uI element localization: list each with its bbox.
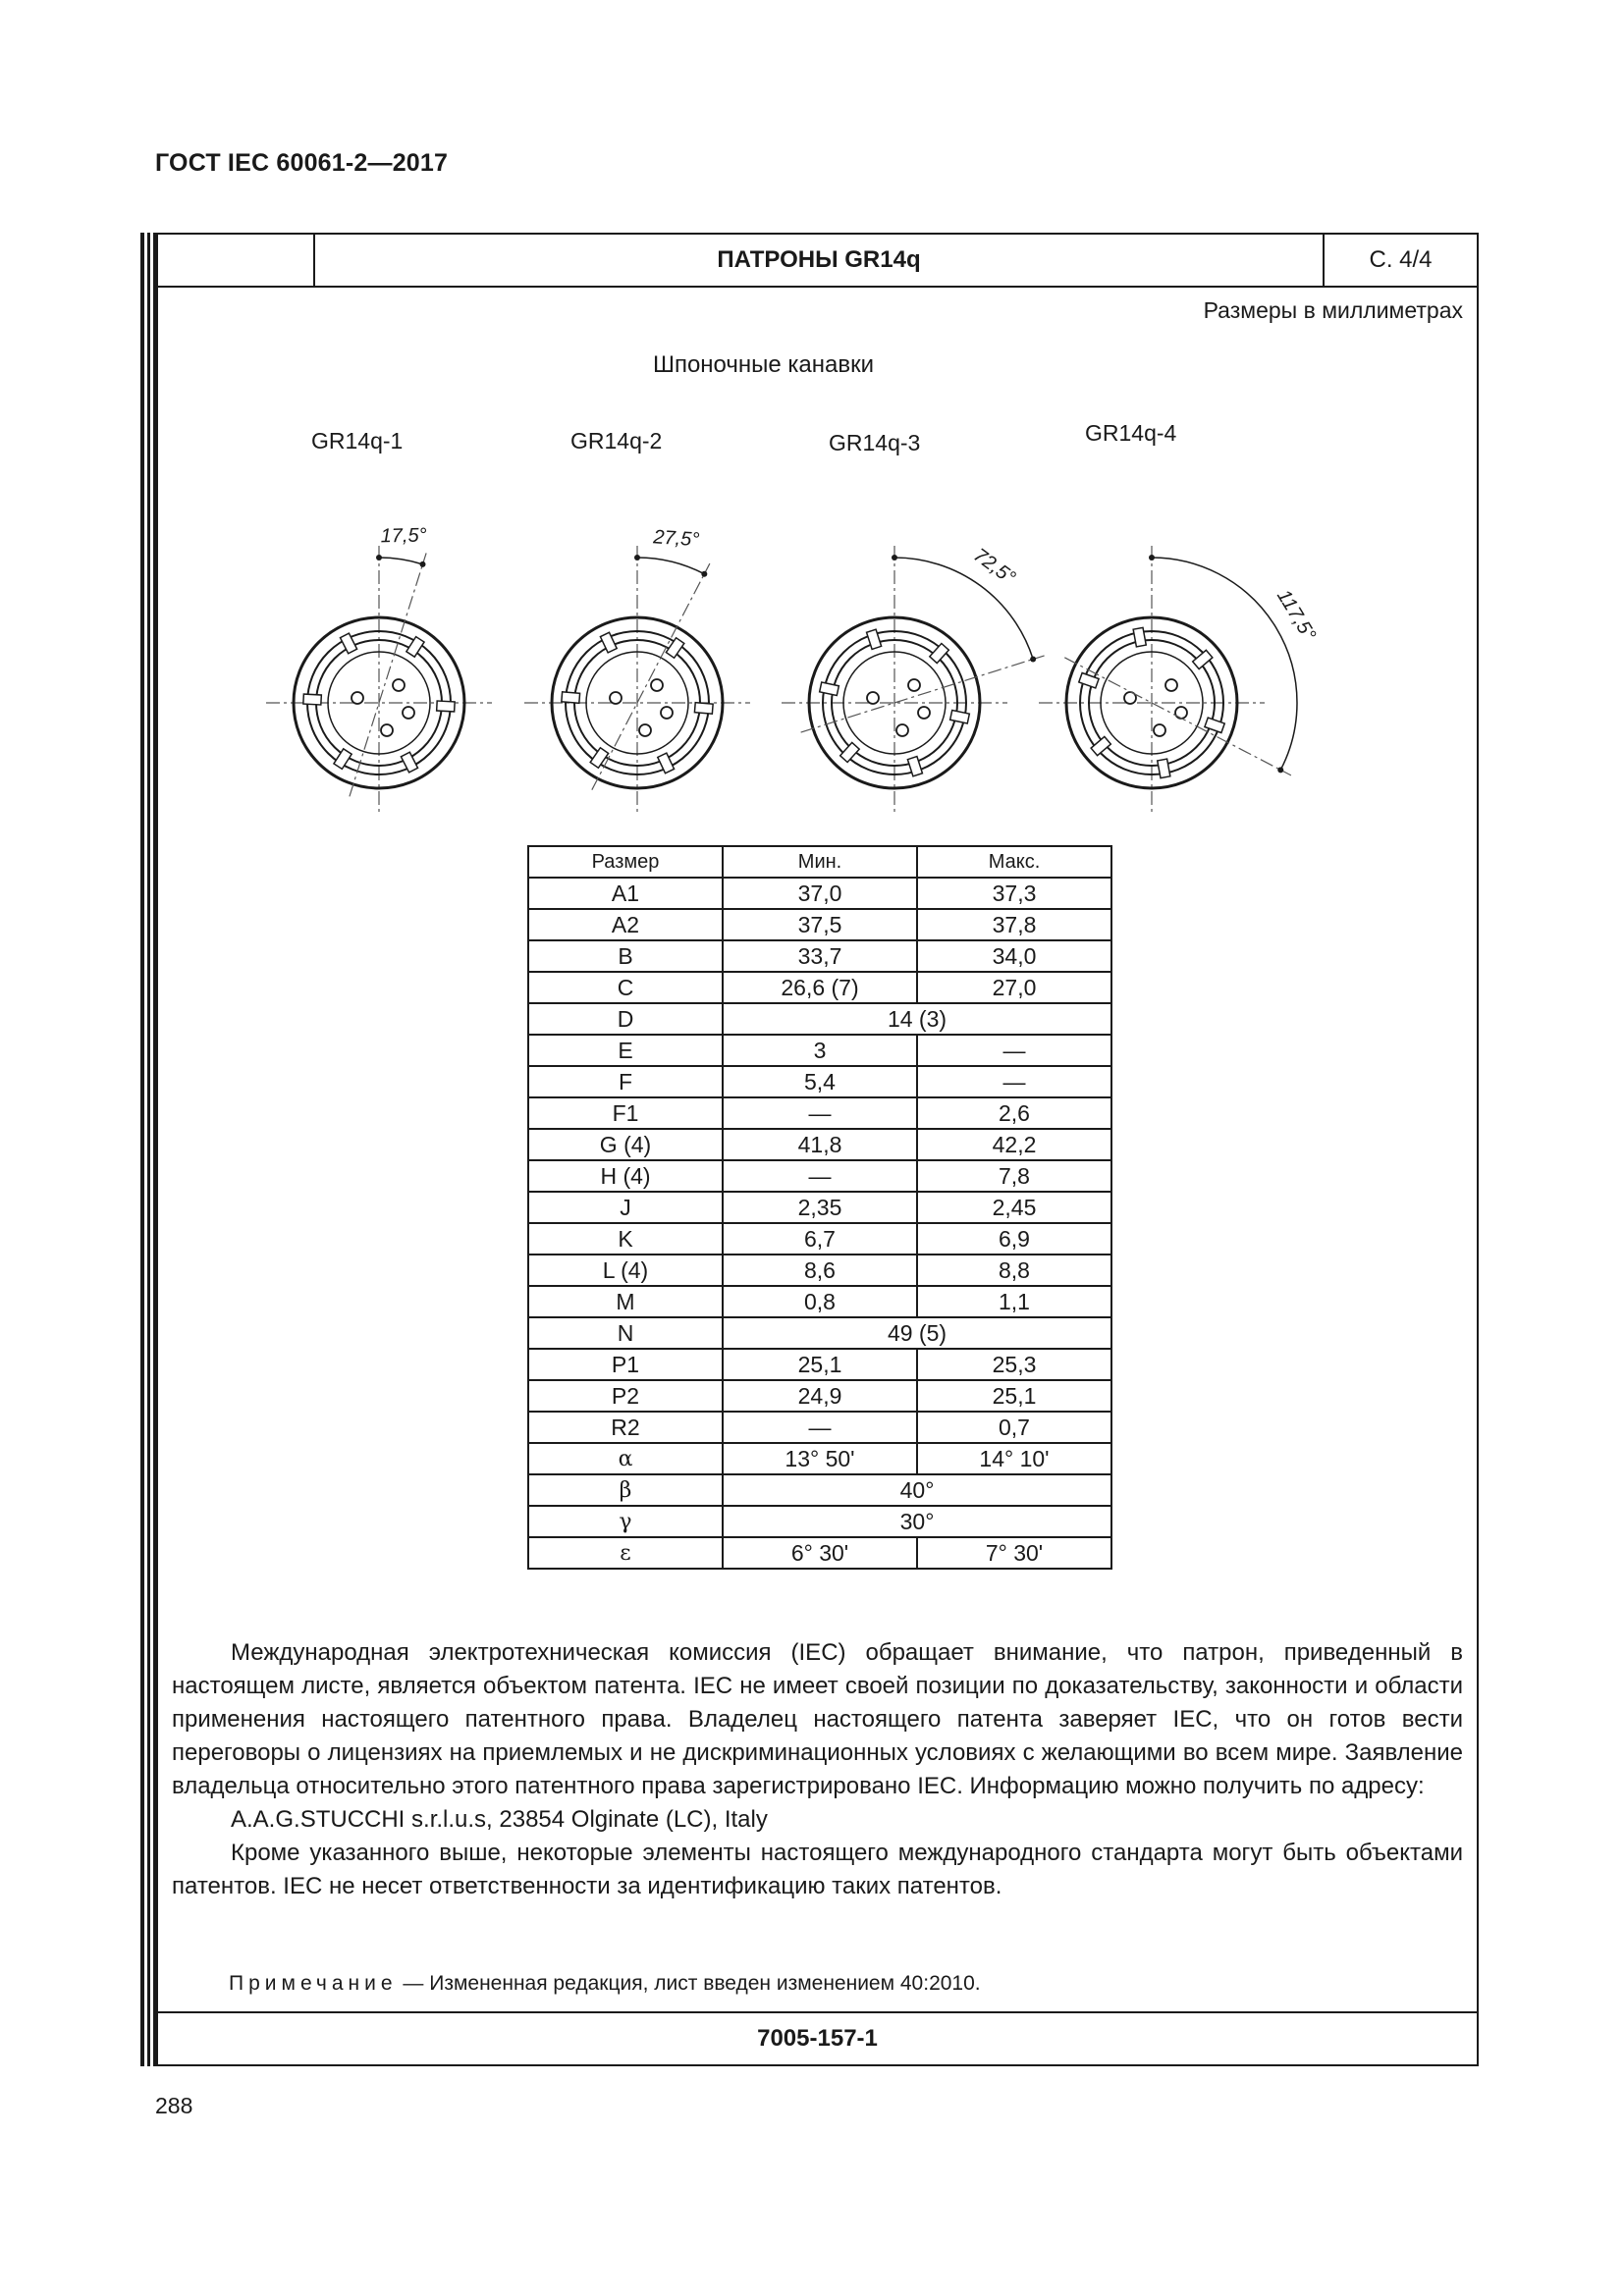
table-row xyxy=(528,1349,1111,1380)
size-cell: β xyxy=(528,1474,723,1506)
sheet-code: 7005-157-1 xyxy=(158,2011,1477,2064)
max-cell: 7,8 xyxy=(917,1160,1111,1192)
table-row xyxy=(528,1506,1111,1537)
max-cell: — xyxy=(917,1035,1111,1066)
table-row xyxy=(528,1255,1111,1286)
table-row xyxy=(528,972,1111,1003)
header-size: Размер xyxy=(528,846,723,878)
drawing-label: GR14q-4 xyxy=(1085,420,1177,446)
min-cell: 8,6 xyxy=(723,1255,917,1286)
min-cell: 2,35 xyxy=(723,1192,917,1223)
max-cell: 25,3 xyxy=(917,1349,1111,1380)
size-cell: R2 xyxy=(528,1412,723,1443)
min-cell: — xyxy=(723,1160,917,1192)
min-cell: 37,5 xyxy=(723,909,917,940)
min-cell: 0,8 xyxy=(723,1286,917,1317)
min-cell: 24,9 xyxy=(723,1380,917,1412)
table-row xyxy=(528,1474,1111,1506)
min-cell: 13° 50' xyxy=(723,1443,917,1474)
size-cell: G (4) xyxy=(528,1129,723,1160)
table-row xyxy=(528,878,1111,909)
table-row xyxy=(528,940,1111,972)
min-cell: 6,7 xyxy=(723,1223,917,1255)
size-cell: γ xyxy=(528,1506,723,1537)
frame-left-bars xyxy=(140,233,156,2066)
table-row xyxy=(528,1035,1111,1066)
max-cell: 37,3 xyxy=(917,878,1111,909)
angle-label: 72,5° xyxy=(969,544,1020,590)
value-cell: 30° xyxy=(723,1506,1111,1537)
min-cell: 5,4 xyxy=(723,1066,917,1097)
table-row xyxy=(528,1443,1111,1474)
socket-drawing xyxy=(524,428,750,816)
min-cell: — xyxy=(723,1412,917,1443)
table-row xyxy=(528,1066,1111,1097)
table-row xyxy=(528,1192,1111,1223)
socket-drawing xyxy=(1039,420,1320,816)
max-cell: 0,7 xyxy=(917,1412,1111,1443)
max-cell: 6,9 xyxy=(917,1223,1111,1255)
size-cell: N xyxy=(528,1317,723,1349)
header-max: Макс. xyxy=(917,846,1111,878)
table-row xyxy=(528,1223,1111,1255)
size-cell: α xyxy=(528,1443,723,1474)
drawing-label: GR14q-1 xyxy=(311,428,404,454)
min-cell: 41,8 xyxy=(723,1129,917,1160)
header-min: Мин. xyxy=(723,846,917,878)
size-cell: P1 xyxy=(528,1349,723,1380)
sheet-frame xyxy=(156,233,1479,2066)
angle-label: 27,5° xyxy=(652,526,700,552)
angle-label: 117,5° xyxy=(1272,585,1321,645)
table-row xyxy=(528,1412,1111,1443)
note-label: Примечание xyxy=(229,1972,398,1995)
angle-label: 17,5° xyxy=(380,524,427,548)
size-cell: H (4) xyxy=(528,1160,723,1192)
max-cell: 2,6 xyxy=(917,1097,1111,1129)
socket-drawing xyxy=(266,428,492,816)
max-cell: 37,8 xyxy=(917,909,1111,940)
note-text: — Измененная редакция, лист введен изменением 40:2010. xyxy=(403,1972,981,1995)
min-cell: 33,7 xyxy=(723,940,917,972)
min-cell: 37,0 xyxy=(723,878,917,909)
size-cell: ε xyxy=(528,1537,723,1569)
size-cell: J xyxy=(528,1192,723,1223)
table-row xyxy=(528,909,1111,940)
min-cell: 6° 30' xyxy=(723,1537,917,1569)
size-cell: F1 xyxy=(528,1097,723,1129)
patent-address: A.A.G.STUCCHI s.r.l.u.s, 23854 Olginate (LC), Italy xyxy=(231,1806,768,1833)
max-cell: — xyxy=(917,1066,1111,1097)
document-header: ГОСТ IEC 60061-2—2017 xyxy=(155,149,449,177)
note xyxy=(229,1972,981,1996)
size-cell: D xyxy=(528,1003,723,1035)
units-note: Размеры в миллиметрах xyxy=(1203,297,1463,323)
value-cell: 49 (5) xyxy=(723,1317,1111,1349)
title-row xyxy=(158,235,1477,288)
keyways-caption: Шпоночные канавки xyxy=(652,351,875,378)
size-cell: F xyxy=(528,1066,723,1097)
value-cell: 14 (3) xyxy=(723,1003,1111,1035)
patent-paragraph: Международная электротехническая комиссия (IEC) обращает внимание, что патрон, приведенный в настоящем листе, является объектом патента. IEC не имеет своей позиции по доказательству, законности и области применения настоящего патентного права. Владелец настоящего патента заверяет IEC, что он готов вести переговоры о лицензиях на приемлемых и не дискриминационных условиях с желающими во всем мире. Заявление владельца относительно этого патентного права зарегистрировано IEC. Информацию можно получить по адресу: xyxy=(172,1639,1463,1799)
size-cell: P2 xyxy=(528,1380,723,1412)
page-number: 288 xyxy=(155,2093,193,2118)
table-row xyxy=(528,1129,1111,1160)
min-cell: 25,1 xyxy=(723,1349,917,1380)
drawing-label: GR14q-2 xyxy=(570,428,663,454)
min-cell: — xyxy=(723,1097,917,1129)
drawing-label: GR14q-3 xyxy=(829,430,921,455)
max-cell: 34,0 xyxy=(917,940,1111,972)
patent-paragraph-2: Кроме указанного выше, некоторые элементы настоящего международного стандарта могут быть объектами патентов. IEC не несет ответственности за идентификацию таких патентов. xyxy=(172,1840,1463,1899)
table-row xyxy=(528,1380,1111,1412)
sheet-page: С. 4/4 xyxy=(1369,246,1433,273)
max-cell: 7° 30' xyxy=(917,1537,1111,1569)
max-cell: 1,1 xyxy=(917,1286,1111,1317)
size-cell: C xyxy=(528,972,723,1003)
socket-drawing xyxy=(782,430,1045,816)
min-cell: 3 xyxy=(723,1035,917,1066)
size-cell: B xyxy=(528,940,723,972)
title-empty-cell xyxy=(158,235,315,286)
size-cell: A2 xyxy=(528,909,723,940)
max-cell: 42,2 xyxy=(917,1129,1111,1160)
size-cell: K xyxy=(528,1223,723,1255)
table-row xyxy=(528,1160,1111,1192)
value-cell: 40° xyxy=(723,1474,1111,1506)
dimensions-table xyxy=(527,845,1112,1570)
max-cell: 2,45 xyxy=(917,1192,1111,1223)
min-cell: 26,6 (7) xyxy=(723,972,917,1003)
max-cell: 27,0 xyxy=(917,972,1111,1003)
max-cell: 14° 10' xyxy=(917,1443,1111,1474)
table-header-row xyxy=(528,846,1111,878)
size-cell: L (4) xyxy=(528,1255,723,1286)
size-cell: E xyxy=(528,1035,723,1066)
table-row xyxy=(528,1537,1111,1569)
max-cell: 8,8 xyxy=(917,1255,1111,1286)
table-row xyxy=(528,1317,1111,1349)
patent-notice xyxy=(172,1636,1463,1903)
table-row xyxy=(528,1286,1111,1317)
table-row xyxy=(528,1003,1111,1035)
size-cell: M xyxy=(528,1286,723,1317)
sheet-title: ПАТРОНЫ GR14q xyxy=(315,235,1325,286)
table-row xyxy=(528,1097,1111,1129)
max-cell: 25,1 xyxy=(917,1380,1111,1412)
size-cell: A1 xyxy=(528,878,723,909)
